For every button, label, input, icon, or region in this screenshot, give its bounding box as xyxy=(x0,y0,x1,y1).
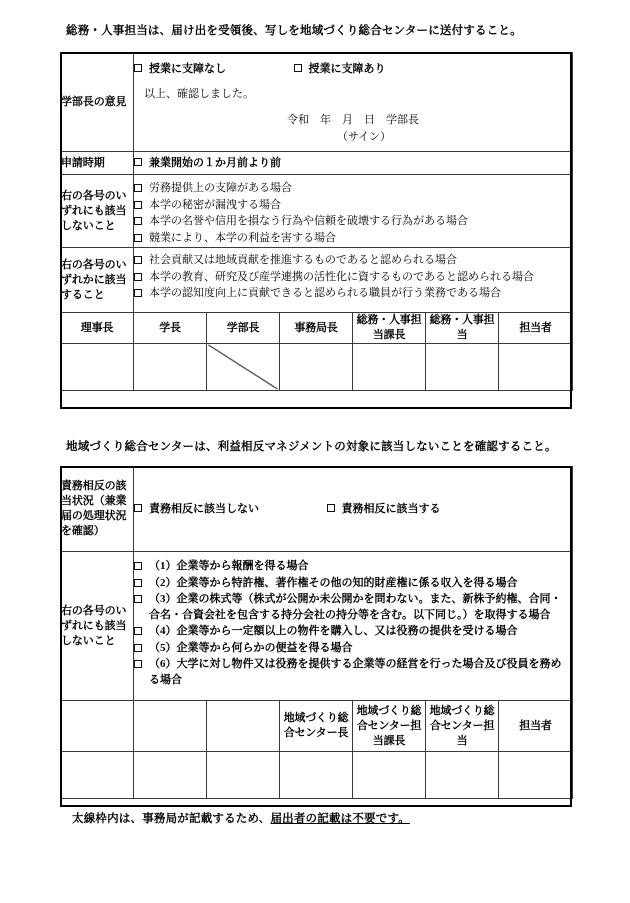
approval-header-cell: 総務・人事担当課長 xyxy=(353,313,426,344)
list-item xyxy=(134,641,562,657)
list-item-label: （1）企業等から報酬を得る場合 xyxy=(149,560,309,572)
row-label-section2-none-apply: 右の各号のいずれにも該当しないこと xyxy=(61,552,134,701)
approval-signature-cell-3[interactable] xyxy=(207,752,280,799)
approval-header-cell: 理事長 xyxy=(61,313,134,344)
dean-confirm-text: 以上、確認しました。 xyxy=(144,88,254,100)
approval-header-cell-center-tantou: 地域づくり総合センター担当 xyxy=(426,701,499,752)
checkbox-conflict-applicable[interactable] xyxy=(327,504,335,512)
approval-header-cell: 学部長 xyxy=(207,313,280,344)
approval-signature-row xyxy=(61,344,573,391)
dean-opinion-cell xyxy=(134,53,573,152)
label-class-problem: 授業に支障あり xyxy=(308,63,386,75)
checkbox-none-apply-1[interactable] xyxy=(134,184,142,192)
list-item xyxy=(134,559,562,575)
section2-none-apply-cell xyxy=(134,552,573,701)
row-label-any-apply: 右の各号のいずれかに該当すること xyxy=(61,248,134,313)
list-item xyxy=(134,576,562,592)
list-item xyxy=(134,198,572,214)
list-item-label: （2）企業等から特許権、著作権その他の知的財産権に係る収入を得る場合 xyxy=(149,576,518,589)
list-item xyxy=(134,253,572,269)
row-label-conflict-status: 責務相反の該当状況（兼業届の処理状況を確認） xyxy=(61,467,134,552)
approval-header-row xyxy=(61,701,573,752)
approval-signature-cell-tantousha[interactable] xyxy=(499,344,573,391)
list-item-label: 本学の教育、研究及び産学連携の活性化に資するものであると認められる場合 xyxy=(149,270,534,283)
approval-header-cell-blank-1 xyxy=(61,701,134,752)
checkbox-none-apply-4[interactable] xyxy=(134,234,142,242)
checkbox-conflict-not-applicable[interactable] xyxy=(134,504,142,512)
checkbox-coi-6[interactable] xyxy=(134,660,142,668)
approval-header-cell-center-kacho: 地域づくり総合センター担当課長 xyxy=(353,701,426,752)
list-item-label: （3）企業の株式等（株式が公開か未公開かを問わない。また、新株予約権、合同・合名・合資会社を包含する持分会社の持分等を含む。以下同じ。）を取得する場合 xyxy=(149,593,562,621)
any-apply-cell xyxy=(134,248,573,313)
middle-instruction-note: 地域づくり総合センターは、利益相反マネジメントの対象に該当しないことを確認すること。 xyxy=(66,441,557,453)
approval-header-cell-blank-3 xyxy=(207,701,280,752)
bottom-note-prefix: 太線枠内は、事務局が記載するため、 xyxy=(72,813,271,825)
approval-header-cell: 学長 xyxy=(134,313,207,344)
checkbox-coi-1[interactable] xyxy=(134,562,142,570)
list-item-label: （4）企業等から一定額以上の物件を購入し、又は役務の提供を受ける場合 xyxy=(149,625,518,637)
list-item xyxy=(134,657,562,688)
table-row xyxy=(61,152,573,175)
checkbox-none-apply-2[interactable] xyxy=(134,201,142,209)
application-timing-cell xyxy=(134,152,573,175)
approval-header-cell: 事務局長 xyxy=(280,313,353,344)
list-item xyxy=(134,286,572,302)
row-label-application-timing: 申請時期 xyxy=(61,152,134,175)
row-label-none-apply: 右の各号のいずれにも該当しないこと xyxy=(61,175,134,248)
approval-header-cell: 担当者 xyxy=(499,313,573,344)
approval-signature-cell-gakubucho[interactable] xyxy=(207,344,280,391)
table-row xyxy=(61,467,573,552)
dean-signature-sub: （サイン） xyxy=(336,131,392,143)
conflict-status-cell xyxy=(134,467,573,552)
approval-signature-cell-1[interactable] xyxy=(61,752,134,799)
list-item xyxy=(134,214,572,230)
approval-signature-cell-center-kacho[interactable] xyxy=(353,752,426,799)
checkbox-none-apply-3[interactable] xyxy=(134,217,142,225)
table-row xyxy=(61,53,573,152)
checkbox-class-problem[interactable] xyxy=(294,64,302,72)
application-timing-option-row xyxy=(134,156,572,171)
approval-header-cell-center-chief: 地域づくり総合センター長 xyxy=(280,701,353,752)
approval-signature-cell-gakucho[interactable] xyxy=(134,344,207,391)
approval-header-cell-blank-2 xyxy=(134,701,207,752)
checkbox-coi-3[interactable] xyxy=(134,595,142,603)
checkbox-no-class-problem[interactable] xyxy=(134,64,142,72)
list-item xyxy=(134,624,562,640)
list-item-label: 社会貢献又は地域貢献を推進するものであると認められる場合 xyxy=(149,254,457,266)
approval-signature-cell-kacho[interactable] xyxy=(353,344,426,391)
approval-signature-cell-center-tantou[interactable] xyxy=(426,752,499,799)
label-application-timing: 兼業開始の１か月前より前 xyxy=(149,156,281,169)
list-item-label: 競業により、本学の利益を害する場合 xyxy=(149,231,336,244)
table-row xyxy=(61,552,573,701)
checkbox-coi-2[interactable] xyxy=(134,579,142,587)
approval-signature-cell-tantousha[interactable] xyxy=(499,752,573,799)
conflict-status-options xyxy=(134,502,572,517)
bottom-note-underlined: 届出者の記載は不要です。 xyxy=(270,813,410,825)
approval-signature-cell-tantou[interactable] xyxy=(426,344,499,391)
top-instruction-note: 総務・人事担当は、届け出を受領後、写しを地域づくり総合センターに送付すること。 xyxy=(66,25,522,37)
list-item xyxy=(134,231,572,247)
table-row xyxy=(61,248,573,313)
list-item-label: （5）企業等から何らかの便益を得る場合 xyxy=(149,641,353,654)
approval-signature-cell-jimukyokucho[interactable] xyxy=(280,344,353,391)
row-label-dean-opinion: 学部長の意見 xyxy=(61,53,134,152)
dean-opinion-options xyxy=(134,62,572,77)
section2-table xyxy=(60,466,573,799)
checkbox-application-timing[interactable] xyxy=(134,158,142,166)
approval-header-cell: 総務・人事担当 xyxy=(426,313,499,344)
list-item-label: （6）大学に対し物件又は役務を提供する企業等の経営を行った場合及び役員を務める場合 xyxy=(149,658,562,686)
label-conflict-applicable: 責務相反に該当する xyxy=(341,502,441,515)
bottom-instruction-note xyxy=(72,812,410,826)
label-no-class-problem: 授業に支障なし xyxy=(149,63,226,75)
approval-header-cell-tantousha: 担当者 xyxy=(499,701,573,752)
checkbox-coi-4[interactable] xyxy=(134,627,142,635)
approval-header-row xyxy=(61,313,573,344)
checkbox-coi-5[interactable] xyxy=(134,644,142,652)
none-apply-cell xyxy=(134,175,573,248)
dean-signature-date-line: 令和 年 月 日 学部長 xyxy=(287,114,420,126)
diagonal-strike-icon xyxy=(207,344,279,390)
checkbox-any-apply-3[interactable] xyxy=(134,289,142,297)
label-conflict-not-applicable: 責務相反に該当しない xyxy=(149,502,259,515)
approval-signature-cell-riji[interactable] xyxy=(61,344,134,391)
list-item xyxy=(134,592,562,623)
approval-signature-cell-center-chief[interactable] xyxy=(280,752,353,799)
list-item-label: 本学の認知度向上に貢献できると認められる職員が行う業務である場合 xyxy=(149,287,501,299)
list-item xyxy=(134,270,572,286)
approval-signature-cell-2[interactable] xyxy=(134,752,207,799)
list-item-label: 本学の秘密が漏洩する場合 xyxy=(149,198,281,211)
list-item-label: 本学の名誉や信用を損なう行為や信頼を破壊する行為がある場合 xyxy=(149,215,468,227)
list-item xyxy=(134,181,572,197)
section1-table xyxy=(60,52,573,391)
checkbox-any-apply-1[interactable] xyxy=(134,256,142,264)
table-row xyxy=(61,175,573,248)
checkbox-any-apply-2[interactable] xyxy=(134,273,142,281)
approval-signature-row xyxy=(61,752,573,799)
list-item-label: 労務提供上の支障がある場合 xyxy=(149,182,292,194)
